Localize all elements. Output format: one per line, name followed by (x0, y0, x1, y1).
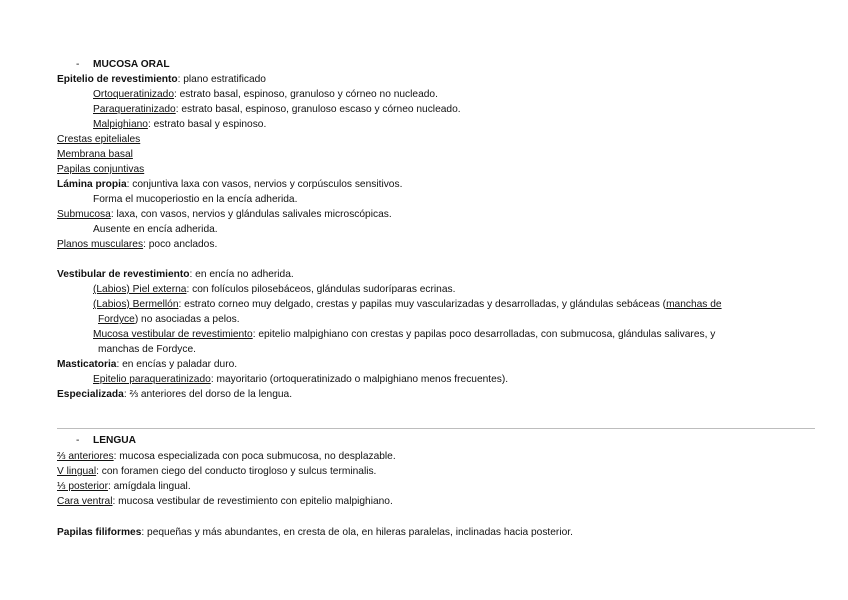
line-posterior (57, 480, 191, 493)
line-anteriores (57, 450, 396, 463)
line-labios-piel (93, 283, 455, 296)
line-lamina-sub (93, 193, 297, 206)
line-lamina (57, 178, 402, 191)
line-epitelio (57, 73, 266, 86)
desc-mucosa-vestibular-cont: manchas de Fordyce. (98, 344, 196, 355)
desc-vestibular: : en encía no adherida. (189, 269, 294, 280)
line-membrana (57, 148, 133, 161)
section-heading-mucosa (76, 58, 170, 71)
term-epitelio: Epitelio de revestimiento (57, 74, 178, 85)
term-crestas: Crestas epiteliales (57, 134, 141, 145)
line-malpighiano (93, 118, 266, 131)
line-crestas (57, 133, 140, 146)
term-planos: Planos musculares (57, 239, 144, 250)
desc-epitelio-para: : mayoritario (ortoqueratinizado o malpighiano menos frecuentes). (210, 374, 509, 385)
desc-papilas-filiformes: : pequeñas y más abundantes, en cresta de ola, en hileras paralelas, inclinadas hacia posterior. (141, 527, 573, 538)
desc-especializada: : ⅔ anteriores del dorso de la lengua. (123, 389, 293, 400)
line-especializada (57, 388, 292, 401)
desc-bermellon-cont: ) no asociadas a pelos. (134, 314, 240, 325)
line-submucosa-sub (93, 223, 218, 236)
term-posterior: ⅓ posterior (57, 481, 108, 492)
line-mucosa-vestibular-cont (98, 343, 196, 356)
line-ortoqueratinizado (93, 88, 438, 101)
heading-text: LENGUA (93, 435, 137, 446)
term-papilas: Papilas conjuntivas (57, 164, 145, 175)
desc-v-lingual: : con foramen ciego del conducto tirogloso y sulcus terminalis. (96, 466, 377, 477)
term-malp: Malpighiano (93, 119, 148, 130)
term-labios-piel: (Labios) Piel externa (93, 284, 187, 295)
term-bermellon: (Labios) Bermellón (93, 299, 179, 310)
line-bermellon (93, 298, 722, 311)
desc-lamina-sub: Forma el mucoperiostio en la encía adherida. (93, 194, 298, 205)
desc-labios-piel: : con folículos pilosebáceos, glándulas sudoríparas ecrinas. (186, 284, 456, 295)
desc-bermellon: : estrato corneo muy delgado, crestas y papilas muy vascularizadas y desarrolladas, y glándulas sebáceas ( (178, 299, 667, 310)
line-submucosa (57, 208, 392, 221)
term-v-lingual: V lingual (57, 466, 97, 477)
line-cara-ventral (57, 495, 393, 508)
line-bermellon-cont (98, 313, 240, 326)
desc-cara-ventral: : mucosa vestibular de revestimiento con epitelio malpighiano. (112, 496, 393, 507)
term-papilas-filiformes: Papilas filiformes (57, 527, 142, 538)
term-masticatoria: Masticatoria (57, 359, 117, 370)
term-membrana: Membrana basal (57, 149, 133, 160)
line-planos (57, 238, 217, 251)
bullet-dash: - (76, 435, 80, 446)
desc-para: : estrato basal, espinoso, granuloso escaso y córneo nucleado. (175, 104, 461, 115)
term-fordyce: Fordyce (98, 314, 135, 325)
desc-submucosa: : laxa, con vasos, nervios y glándulas salivales microscópicas. (110, 209, 392, 220)
line-papilas-filiformes (57, 526, 573, 539)
desc-malp: : estrato basal y espinoso. (147, 119, 267, 130)
desc-anteriores: : mucosa especializada con poca submucosa, no desplazable. (113, 451, 396, 462)
desc-masticatoria: : en encías y paladar duro. (116, 359, 238, 370)
line-papilas (57, 163, 144, 176)
term-para: Paraqueratinizado (93, 104, 176, 115)
desc-epitelio: : plano estratificado (177, 74, 266, 85)
desc-planos: : poco anclados. (143, 239, 218, 250)
desc-submucosa-sub: Ausente en encía adherida. (93, 224, 218, 235)
desc-lamina: : conjuntiva laxa con vasos, nervios y corpúsculos sensitivos. (126, 179, 403, 190)
term-manchas: manchas de (666, 299, 722, 310)
line-masticatoria (57, 358, 237, 371)
term-especializada: Especializada (57, 389, 124, 400)
desc-posterior: : amígdala lingual. (107, 481, 191, 492)
line-v-lingual (57, 465, 376, 478)
desc-orto: : estrato basal, espinoso, granuloso y córneo no nucleado. (173, 89, 438, 100)
bullet-dash: - (76, 59, 80, 70)
line-vestibular (57, 268, 294, 281)
term-orto: Ortoqueratinizado (93, 89, 174, 100)
line-mucosa-vestibular (93, 328, 715, 341)
term-epitelio-para: Epitelio paraqueratinizado (93, 374, 211, 385)
line-epitelio-para (93, 373, 508, 386)
term-anteriores: ⅔ anteriores (57, 451, 114, 462)
section-divider (57, 428, 815, 429)
section-heading-lengua (76, 434, 136, 447)
term-vestibular: Vestibular de revestimiento (57, 269, 190, 280)
line-paraqueratinizado (93, 103, 461, 116)
term-lamina: Lámina propia (57, 179, 127, 190)
desc-mucosa-vestibular: : epitelio malpighiano con crestas y papilas poco desarrolladas, con submucosa, glándulas salivares, y (252, 329, 716, 340)
term-submucosa: Submucosa (57, 209, 111, 220)
heading-text: MUCOSA ORAL (93, 59, 170, 70)
term-cara-ventral: Cara ventral (57, 496, 113, 507)
term-mucosa-vestibular: Mucosa vestibular de revestimiento (93, 329, 253, 340)
